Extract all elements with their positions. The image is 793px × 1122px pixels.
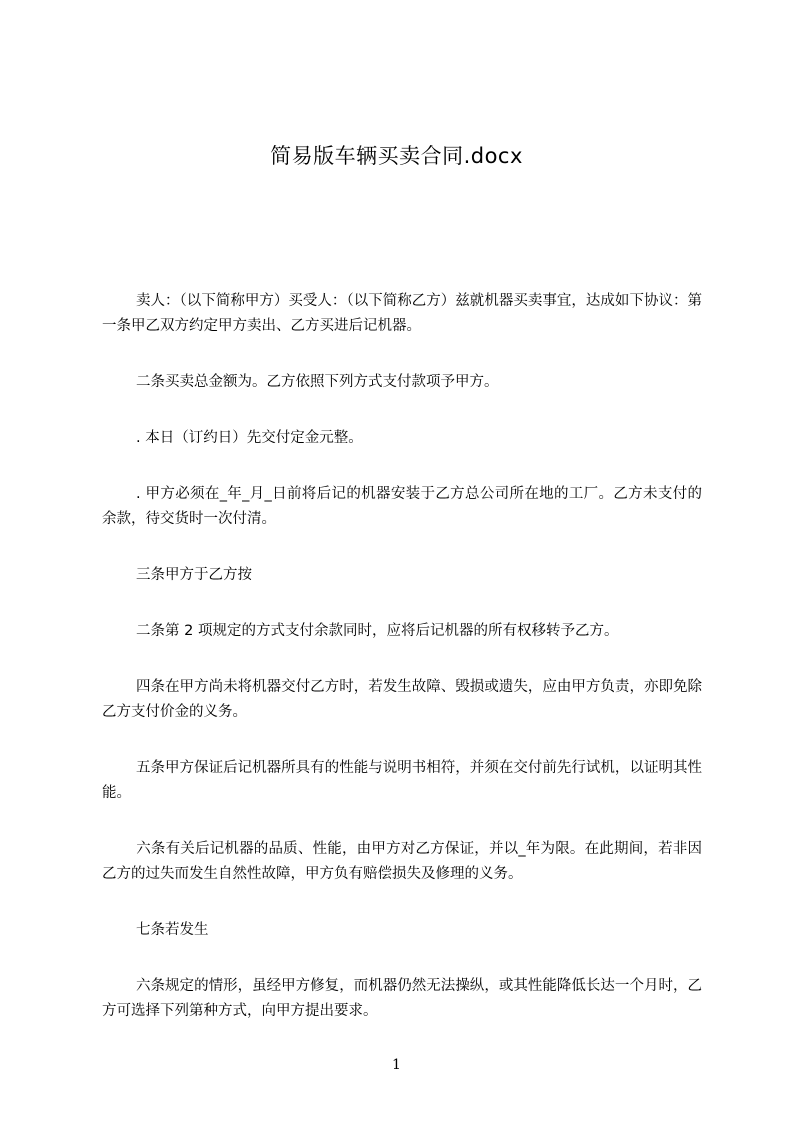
paragraph-6-text: 二条第 2 项规定的方式支付余款同时，应将后记机器的所有权移转予乙方。 [136, 623, 619, 639]
document-title: 简易版车辆买卖合同.docx [270, 144, 523, 168]
paragraph-4-text: . 甲方必须在_年_月_日前将后记的机器安装于乙方总公司所在地的工厂。乙方未支付的余款，待交货时一次付清。 [102, 486, 702, 527]
paragraph-8-text: 五条甲方保证后记机器所具有的性能与说明书相符，并须在交付前先行试机，以证明其性能。 [102, 760, 702, 801]
paragraph-10-text: 七条若发生 [136, 922, 209, 938]
paragraph-5 [102, 563, 702, 588]
document-body [102, 289, 702, 1055]
paragraph-11-text: 六条规定的情形，虽经甲方修复，而机器仍然无法操纵，或其性能降低长达一个月时，乙方可选择下列第种方式，向甲方提出要求。 [102, 978, 702, 1019]
paragraph-1-text: 卖人：（以下简称甲方）买受人：（以下简称乙方）兹就机器买卖事宜，达成如下协议：第一条甲乙双方约定甲方卖出、乙方买进后记机器。 [102, 293, 702, 334]
page-number: 1 [392, 1057, 401, 1073]
paragraph-10 [102, 918, 702, 943]
paragraph-3-text: . 本日（订约日）先交付定金元整。 [136, 430, 363, 446]
paragraph-9 [102, 837, 702, 887]
paragraph-3 [102, 426, 702, 451]
paragraph-11 [102, 974, 702, 1024]
paragraph-2 [102, 370, 702, 395]
paragraph-7 [102, 675, 702, 725]
paragraph-5-text: 三条甲方于乙方按 [136, 567, 252, 583]
paragraph-4 [102, 482, 702, 532]
paragraph-9-text: 六条有关后记机器的品质、性能，由甲方对乙方保证，并以_年为限。在此期间，若非因乙方的过失而发生自然性故障，甲方负有赔偿损失及修理的义务。 [102, 841, 702, 882]
paragraph-2-text: 二条买卖总金额为。乙方依照下列方式支付款项予甲方。 [136, 374, 499, 390]
paragraph-1 [102, 289, 702, 339]
paragraph-7-text: 四条在甲方尚未将机器交付乙方时，若发生故障、毁损或遗失，应由甲方负责，亦即免除乙方支付价金的义务。 [102, 679, 702, 720]
paragraph-6 [102, 619, 702, 644]
paragraph-8 [102, 756, 702, 806]
